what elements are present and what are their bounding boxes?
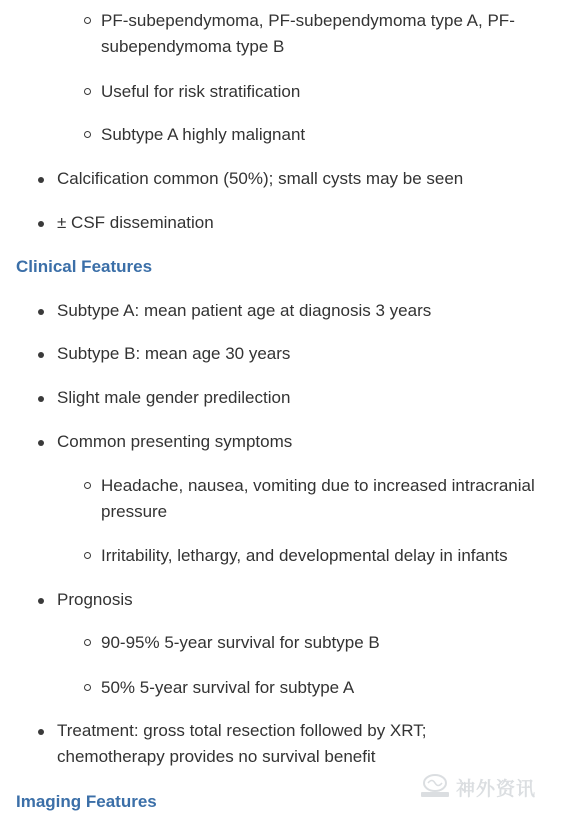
list-item-infant-symptoms: Irritability, lethargy, and developmental delay in infants (101, 546, 508, 565)
brain-logo-icon (418, 773, 452, 799)
list-item-gender: Slight male gender predilection (57, 388, 291, 407)
disc-bullet-icon (38, 352, 44, 358)
list-item-subtype-a-malignant: Subtype A highly malignant (101, 125, 306, 144)
disc-bullet-icon (38, 440, 44, 446)
list-item-prognosis-label: Prognosis (57, 590, 133, 609)
list-item-subtype-b-age: Subtype B: mean age 30 years (57, 344, 291, 363)
clinical-features-heading: Clinical Features (16, 257, 153, 276)
circle-bullet-icon (84, 131, 91, 138)
list-item-headache-line2: pressure (101, 502, 168, 521)
circle-bullet-icon (84, 88, 91, 95)
list-item-symptoms-label: Common presenting symptoms (57, 432, 293, 451)
watermark-text: 神外资讯 (456, 779, 537, 800)
disc-bullet-icon (38, 221, 44, 227)
disc-bullet-icon (38, 729, 44, 735)
circle-bullet-icon (84, 482, 91, 489)
list-item-csf-dissemination: ± CSF dissemination (57, 213, 214, 232)
list-item-prognosis-b: 90-95% 5-year survival for subtype B (101, 633, 380, 652)
disc-bullet-icon (38, 309, 44, 315)
list-item-prognosis-a: 50% 5-year survival for subtype A (101, 678, 355, 697)
disc-bullet-icon (38, 177, 44, 183)
imaging-features-heading: Imaging Features (16, 792, 157, 811)
list-item-headache-line1: Headache, nausea, vomiting due to increased intracranial (101, 476, 535, 495)
disc-bullet-icon (38, 598, 44, 604)
list-item-subtype-names-line2: subependymoma type B (101, 37, 285, 56)
disc-bullet-icon (38, 396, 44, 402)
list-item-subtype-a-age: Subtype A: mean patient age at diagnosis 3 years (57, 301, 432, 320)
circle-bullet-icon (84, 684, 91, 691)
list-item-calcification: Calcification common (50%); small cysts may be seen (57, 169, 464, 188)
list-item-risk-stratification: Useful for risk stratification (101, 82, 301, 101)
list-item-treatment-line1: Treatment: gross total resection followed by XRT; (57, 721, 427, 740)
circle-bullet-icon (84, 17, 91, 24)
circle-bullet-icon (84, 639, 91, 646)
list-item-subtype-names-line1: PF-subependymoma, PF-subependymoma type A, PF- (101, 11, 515, 30)
circle-bullet-icon (84, 552, 91, 559)
list-item-treatment-line2: chemotherapy provides no survival benefit (57, 747, 376, 766)
watermark (418, 771, 544, 803)
